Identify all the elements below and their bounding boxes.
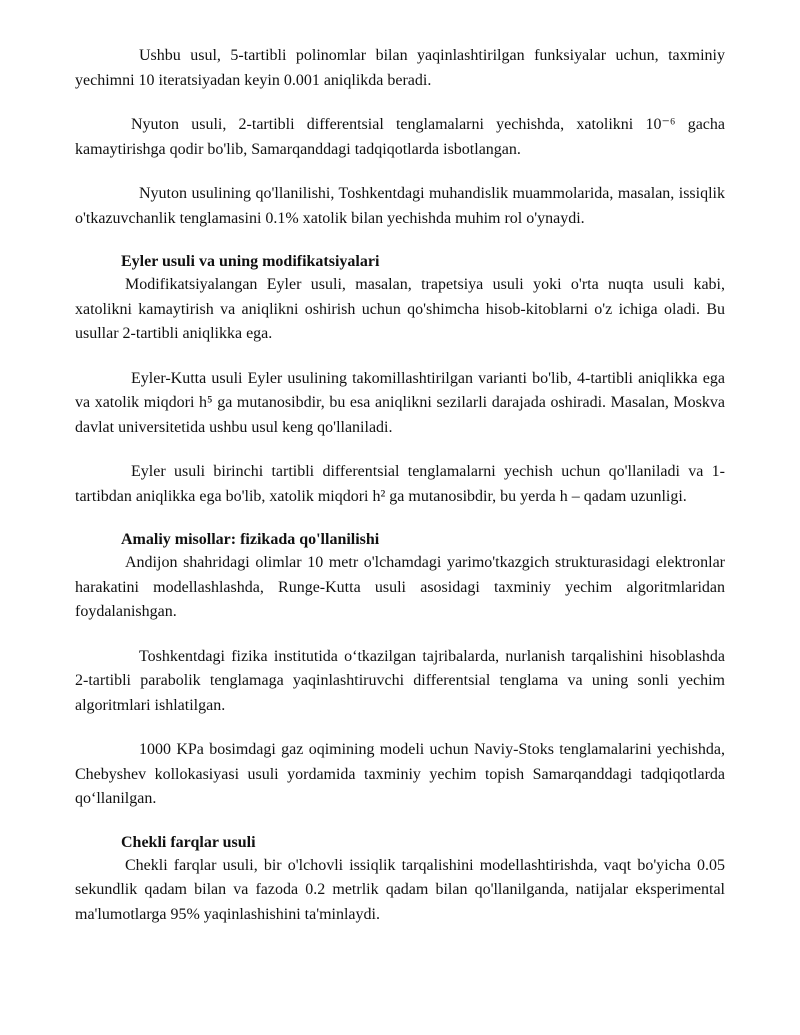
- paragraph-euler-basic: Eyler usuli birinchi tartibli differentsial tenglamalarni yechish uchun qo'llaniladi va 1-tartibdan aniqlikka ega bo'lib, xatolik miqdori h² ga mutanosibdir, bu yerda h – qadam uzunligi.: [75, 463, 725, 505]
- paragraph-newton-error: Nyuton usuli, 2-tartibli differentsial tenglamalarni yechishda, xatolikni 10⁻⁶ gacha kamaytirishga qodir bo'lib, Samarqanddagi tadqiqotlarda isbotlangan.: [75, 116, 725, 158]
- paragraph-navier-stokes: 1000 KPa bosimdagi gaz oqimining modeli uchun Naviy-Stoks tenglamalarini yechishda, Chebyshev kollokasiyasi usuli yordamida taxminiy yechim topish Samarqanddagi tadqiqotlarda qo‘llanilgan.: [75, 741, 725, 807]
- heading-physics-examples: Amaliy misollar: fizikada qo'llanilishi: [121, 531, 380, 548]
- paragraph-finite-differences: Chekli farqlar usuli, bir o'lchovli issiqlik tarqalishini modellashtirishda, vaqt bo'yicha 0.05 sekundlik qadam bilan va fazoda 0.2 metrlik qadam bilan qo'llanilganda, natijalar eksperimental ma'lumotlarga 95% yaqinlashishini ta'minlaydi.: [75, 856, 725, 923]
- document-page: [75, 44, 725, 947]
- paragraph-andijon-research: Andijon shahridagi olimlar 10 metr o'lchamdagi yarimo'tkazgich strukturasidagi elektronlar harakatini modellashlashda, Runge-Kutta usuli asosidagi taxminiy yechim algoritmlaridan foydalanishgan.: [75, 554, 725, 620]
- paragraph-tashkent-institute: Toshkentdagi fizika institutida o‘tkazilgan tajribalarda, nurlanish tarqalishini hisoblashda 2-tartibli parabolik tenglamaga yaqinlashtiruvchi differentsial tenglama va uning sonli yechim algoritmlari ishlatilgan.: [75, 647, 725, 714]
- paragraph-euler-kutta: Eyler-Kutta usuli Eyler usulining takomillashtirilgan varianti bo'lib, 4-tartibli aniqlikka ega va xatolik miqdori h⁵ ga mutanosibdir, bu esa aniqlikni sezilarli darajada oshiradi. Masalan, Moskva davlat universitetida ushbu usul keng qo'llaniladi.: [75, 369, 725, 436]
- paragraph-modified-euler: Modifikatsiyalangan Eyler usuli, masalan, trapetsiya usuli yoki o'rta nuqta usuli kabi, xatolikni kamaytirish va aniqlikni oshirish uchun qo'shimcha hisob-kitoblarni o'z ichiga oladi. Bu usullar 2-tartibli aniqlikka ega.: [75, 276, 725, 342]
- paragraph-newton-application: Nyuton usulining qo'llanilishi, Toshkentdagi muhandislik muammolarida, masalan, issiqlik o'tkazuvchanlik tenglamasini 0.1% xatolik bilan yechishda muhim rol o'ynaydi.: [75, 185, 725, 227]
- heading-finite-differences: Chekli farqlar usuli: [121, 833, 256, 851]
- heading-euler-method: Eyler usuli va uning modifikatsiyalari: [121, 253, 380, 270]
- paragraph-polynomial-method: Ushbu usul, 5-tartibli polinomlar bilan yaqinlashtirilgan funksiyalar uchun, taxminiy yechimni 10 iteratsiyadan keyin 0.001 aniqlikda beradi.: [75, 47, 725, 89]
